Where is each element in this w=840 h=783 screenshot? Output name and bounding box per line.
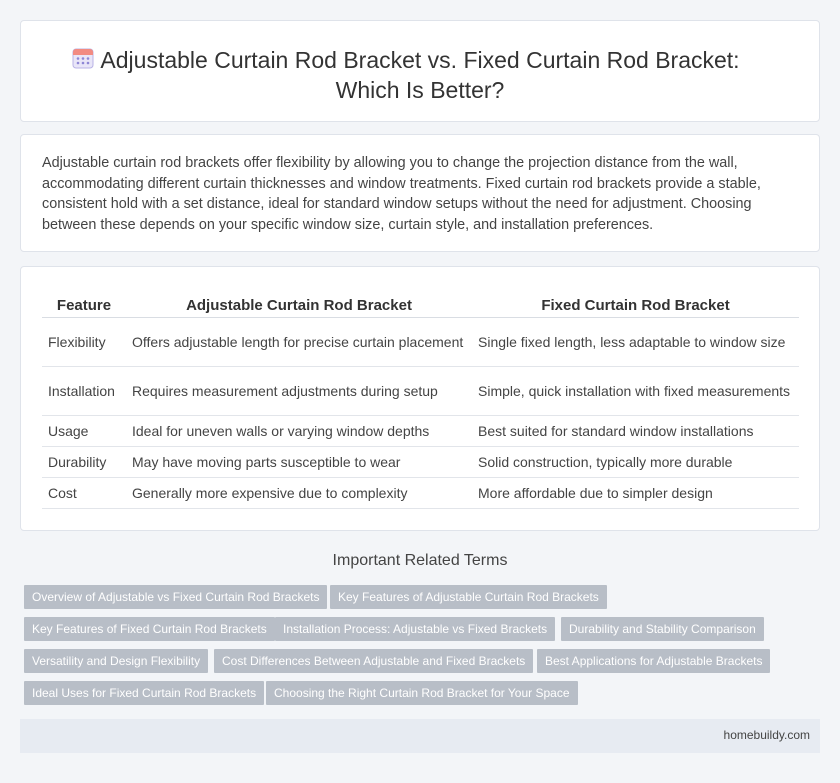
page-title (21, 45, 819, 105)
table-row (42, 478, 799, 509)
footer (20, 719, 820, 753)
table-row (42, 318, 799, 367)
header-fixed: Fixed Curtain Rod Bracket (472, 291, 799, 318)
adjustable-cell: May have moving parts susceptible to wear (126, 447, 472, 478)
related-tag[interactable]: Installation Process: Adjustable vs Fixed Brackets (275, 617, 555, 641)
footer-site-name: homebuildy.com (723, 728, 810, 742)
intro-card (20, 134, 820, 252)
related-tag[interactable]: Versatility and Design Flexibility (24, 649, 208, 673)
feature-cell: Durability (42, 447, 126, 478)
fixed-cell: Single fixed length, less adaptable to window size (472, 318, 799, 367)
adjustable-cell: Generally more expensive due to complexity (126, 478, 472, 509)
header-feature: Feature (42, 291, 126, 318)
related-tag[interactable]: Ideal Uses for Fixed Curtain Rod Brackets (24, 681, 264, 705)
adjustable-cell: Offers adjustable length for precise curtain placement (126, 318, 472, 367)
fixed-cell: Best suited for standard window installations (472, 416, 799, 447)
feature-cell: Usage (42, 416, 126, 447)
adjustable-cell: Requires measurement adjustments during setup (126, 367, 472, 416)
feature-cell: Cost (42, 478, 126, 509)
fixed-cell: Solid construction, typically more durable (472, 447, 799, 478)
page-title-line1: Adjustable Curtain Rod Bracket vs. Fixed Curtain Rod Bracket: (100, 47, 740, 73)
related-tag[interactable]: Key Features of Fixed Curtain Rod Brackets (24, 617, 275, 641)
feature-cell: Installation (42, 367, 126, 416)
related-tag[interactable]: Key Features of Adjustable Curtain Rod Brackets (330, 585, 607, 609)
comparison-card (20, 266, 820, 531)
fixed-cell: Simple, quick installation with fixed measurements (472, 367, 799, 416)
related-terms-heading: Important Related Terms (332, 552, 508, 569)
feature-cell: Flexibility (42, 318, 126, 367)
related-tag[interactable]: Overview of Adjustable vs Fixed Curtain Rod Brackets (24, 585, 327, 609)
related-tag[interactable]: Durability and Stability Comparison (561, 617, 764, 641)
title-card (20, 20, 820, 122)
fixed-cell: More affordable due to simpler design (472, 478, 799, 509)
related-tag[interactable]: Best Applications for Adjustable Brackets (537, 649, 770, 673)
table-row (42, 447, 799, 478)
header-adjustable: Adjustable Curtain Rod Bracket (126, 291, 472, 318)
related-tag[interactable]: Choosing the Right Curtain Rod Bracket for Your Space (266, 681, 578, 705)
table-row (42, 416, 799, 447)
table-header-row (42, 291, 799, 318)
comparison-table (42, 291, 799, 509)
related-tag[interactable]: Cost Differences Between Adjustable and Fixed Brackets (214, 649, 533, 673)
adjustable-cell: Ideal for uneven walls or varying window depths (126, 416, 472, 447)
table-row (42, 367, 799, 416)
intro-paragraph: Adjustable curtain rod brackets offer flexibility by allowing you to change the projection distance from the wall, accommodating different curtain thicknesses and window treatments. Fixed curtain rod brackets provide a stable, consistent hold with a set distance, ideal for standard window setups without the need for adjustment. Choosing between these depends on your specific window size, curtain style, and installation preferences. (42, 155, 761, 233)
page-title-line2: Which Is Better? (335, 77, 505, 103)
